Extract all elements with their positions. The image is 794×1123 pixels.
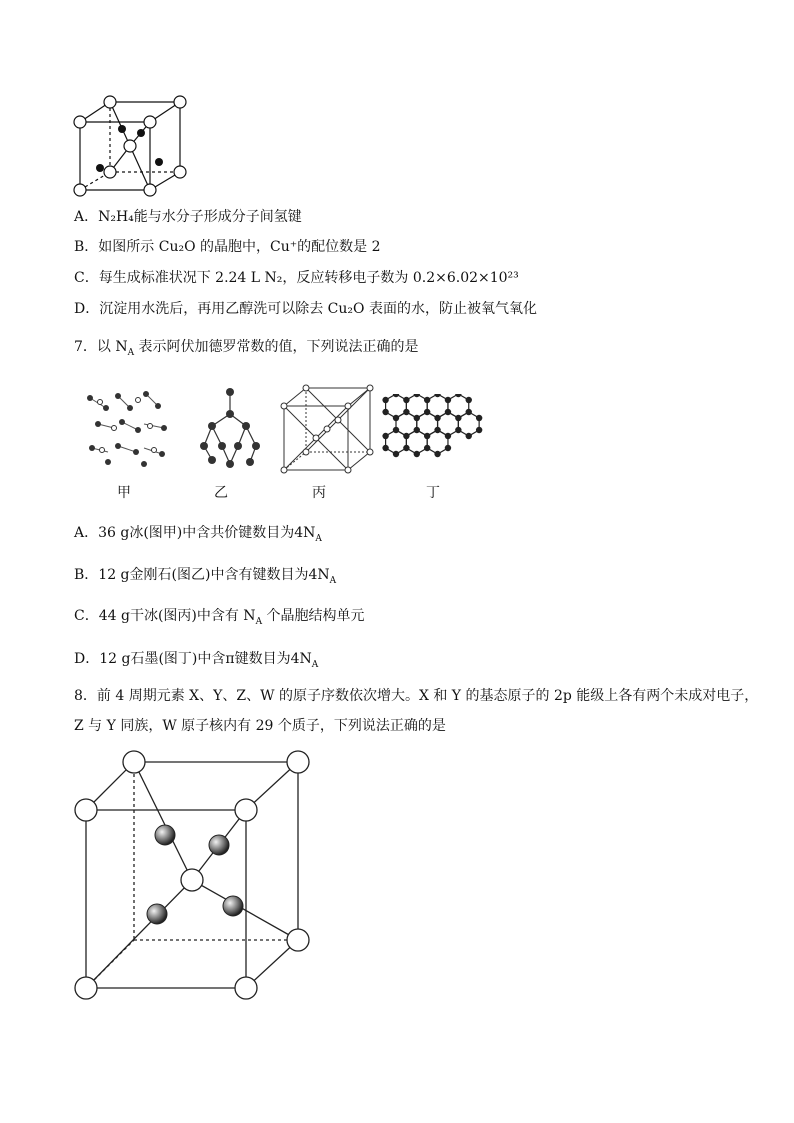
figure-dry-ice [278, 384, 376, 474]
q6-option-a: A．N₂H₄能与水分子形成分子间氢键 [74, 209, 302, 225]
q7-option-a: A．36 g冰(图甲)中含共价键数目为$4N_A$ [74, 525, 322, 544]
q6-option-c: C．每生成标准状况下 2.24 L N₂，反应转移电子数为 0.2×6.02×10²³ [74, 270, 519, 286]
caption-bing: 丙 [312, 485, 326, 501]
caption-jia: 甲 [117, 485, 131, 501]
figure-diamond [190, 384, 270, 472]
figure-graphite [382, 394, 490, 470]
q7-stem: 7．以 $N_A$ 表示阿伏加德罗常数的值，下列说法正确的是 [74, 339, 419, 358]
caption-yi: 乙 [214, 485, 228, 501]
q7-option-b: B．12 g金刚石(图乙)中含有键数目为$4N_A$ [74, 567, 337, 586]
q8-stem-line1: 8．前 4 周期元素 X、Y、Z、W 的原子序数依次增大。X 和 Y 的基态原子的 2p 能级上各有两个未成对电子， [74, 688, 759, 704]
q8-stem-line2: Z 与 Y 同族，W 原子核内有 29 个质子，下列说法正确的是 [74, 718, 446, 734]
q6-option-b: B．如图所示 Cu₂O 的晶胞中，Cu⁺的配位数是 2 [74, 239, 381, 255]
q7-option-c: C．44 g干冰(图丙)中含有 $N_A$ 个晶胞结构单元 [74, 608, 365, 627]
q6-option-d: D．沉淀用水洗后，再用乙醇洗可以除去 Cu₂O 表面的水，防止被氧气氧化 [74, 301, 537, 317]
figure-ice [78, 386, 178, 470]
q7-option-d: D．12 g石墨(图丁)中含π键数目为$4N_A$ [74, 651, 319, 670]
cu2o-cell-small [68, 92, 193, 200]
crystal-cell-large [66, 746, 316, 1006]
caption-ding: 丁 [426, 485, 440, 501]
